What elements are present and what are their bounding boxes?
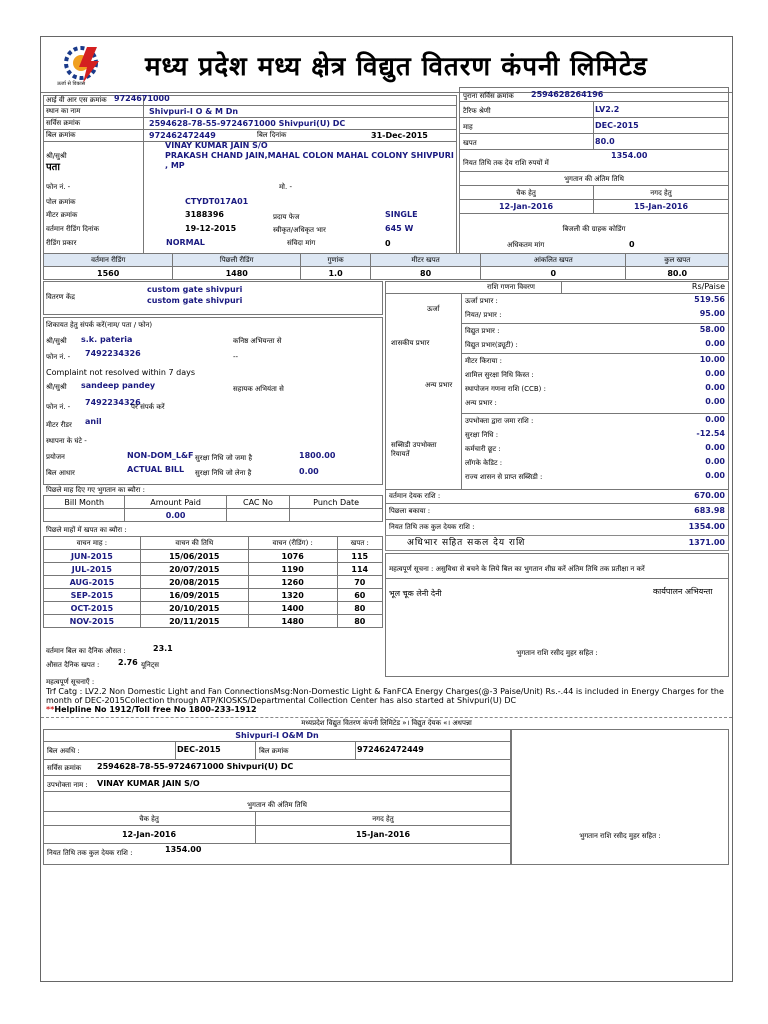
- charge-item-value: -12.54: [696, 429, 725, 438]
- history-cell: 114: [337, 563, 382, 576]
- charge-item-label: ऊर्जा प्रभार :: [465, 297, 498, 305]
- phone1-value: 7492234326: [85, 349, 141, 358]
- history-cell: NOV-2015: [44, 615, 141, 628]
- daily-unit: यूनिट्स: [141, 661, 160, 669]
- history-cell: 16/09/2015: [140, 589, 248, 602]
- complaint-note: Complaint not resolved within 7 days: [46, 368, 196, 377]
- charge-item-label: उपभोक्ता द्वारा जमा राशि :: [465, 417, 534, 425]
- counterfoil-bill: 972462472449: [357, 745, 424, 754]
- history-cell: 80: [337, 602, 382, 615]
- helpline: [46, 705, 257, 715]
- phone2-label: फोन नं. -: [46, 403, 71, 411]
- location-label: स्थान का नाम: [46, 107, 81, 115]
- bill-no-value: 972462472449: [149, 131, 216, 140]
- reading-header: कुल खपत: [626, 254, 729, 267]
- payment-cell: 0.00: [125, 509, 226, 522]
- ivrs-value: 9724671000: [114, 94, 170, 103]
- contract-value: 0: [385, 239, 391, 248]
- meter-no-value: 3188396: [185, 210, 224, 219]
- charge-item-label: नियत/ प्रभार :: [465, 311, 502, 319]
- complaint-label: शिकायत हेतु संपर्क करें(नाम/ पता / फोन): [46, 321, 153, 329]
- pole-label: पोल क्रमांक: [46, 198, 76, 206]
- current-label: वर्तमान देयक राशि :: [389, 492, 441, 500]
- bill-no-label: बिल क्रमांक: [46, 131, 76, 139]
- units-label: खपत: [463, 139, 477, 147]
- reading-cell: 1480: [173, 267, 301, 280]
- supply-value: SINGLE: [385, 210, 418, 219]
- subsidy-group-label: सब्सिडी उपभोक्ता रियायतें: [391, 441, 437, 458]
- cheque-label: चैक हेतु: [516, 189, 536, 197]
- history-cell: 115: [337, 550, 382, 563]
- counterfoil-cash-label: नगद हेतु: [372, 815, 394, 823]
- history-cell: 70: [337, 576, 382, 589]
- charge-item-label: सुरक्षा निधि :: [465, 431, 499, 439]
- sd-due-value: 0.00: [299, 467, 319, 476]
- reading-type-label: रीडिंग प्रकार: [46, 239, 77, 247]
- company-logo: [57, 43, 115, 89]
- helpline-prefix: **: [46, 705, 55, 714]
- month-label: माह: [463, 123, 473, 131]
- counterfoil-consumer-label: उपभोक्ता नाम :: [47, 781, 88, 789]
- charge-item-label: अन्य प्रभार :: [465, 399, 497, 407]
- counterfoil-last-date-label: भुगतान की अंतिम तिथि: [247, 801, 307, 809]
- payment-header: Amount Paid: [125, 496, 226, 509]
- sd-due-label: सुरक्षा निधि जो लेना है: [195, 469, 252, 477]
- phone-label: फोन नं. -: [46, 183, 71, 191]
- cash-date-value: 15-Jan-2016: [633, 202, 689, 211]
- history-header: वाचन की तिथि: [140, 537, 248, 550]
- messages-label: महत्वपूर्ण सूचनाएँ :: [46, 678, 95, 686]
- charge-item-label: राज्य शासन से प्राप्त सब्सिडी :: [465, 473, 543, 481]
- tariff-label: टैरिफ श्रेणी: [463, 107, 491, 115]
- history-header: वाचन (रीडिंग) :: [248, 537, 337, 550]
- history-cell: 20/08/2015: [140, 576, 248, 589]
- reading-header: मीटर खपत: [371, 254, 481, 267]
- last-date-label: भुगतान की अंतिम तिथि: [564, 175, 624, 183]
- charge-item-label: लॉगके केडिट :: [465, 459, 503, 467]
- history-cell: 1320: [248, 589, 337, 602]
- history-cell: AUG-2015: [44, 576, 141, 589]
- phone1-label: फोन नं. -: [46, 353, 71, 361]
- payment-table: [43, 495, 383, 522]
- charge-item-label: स्थापोजन गणना राशि (CCB) :: [465, 385, 546, 393]
- charge-item-label: विद्युत प्रभार(ड्यूटी) :: [465, 341, 518, 349]
- old-service-value: 2594628264196: [531, 90, 604, 99]
- counterfoil-cheque-label: चैक हेतु: [139, 815, 159, 823]
- receipt-label: भुगतान राशि रसीद मुहर सहित :: [516, 649, 598, 657]
- payment-header: CAC No: [226, 496, 290, 509]
- officer-label: कार्यपालन अभियन्ता: [653, 587, 713, 596]
- reading-cell: 0: [481, 267, 626, 280]
- units-value: 80.0: [595, 137, 615, 146]
- meter-no-label: मीटर क्रमांक: [46, 211, 78, 219]
- charge-item-value: 519.56: [694, 295, 725, 304]
- counterfoil-receipt-box: [511, 729, 729, 865]
- company-title: मध्य प्रदेश मध्य क्षेत्र विद्युत वितरण कंपनी लिमिटेड: [145, 52, 648, 82]
- history-header: खपत :: [337, 537, 382, 550]
- history-cell: 1480: [248, 615, 337, 628]
- charge-item-value: 58.00: [699, 325, 725, 334]
- energy-group-label: ऊर्जा: [427, 305, 440, 313]
- history-cell: 1400: [248, 602, 337, 615]
- month-value: DEC-2015: [595, 121, 639, 130]
- current-value: 670.00: [694, 491, 725, 500]
- history-cell: 20/10/2015: [140, 602, 248, 615]
- helpline-text: Helpline No 1912/Toll free No 1800-233-1912: [54, 705, 257, 714]
- charge-item-value: 0.00: [705, 369, 725, 378]
- supply-label: प्रदाय फेज: [273, 213, 300, 221]
- contact1-name-label: श्री/सुश्री: [46, 337, 67, 345]
- history-cell: 15/06/2015: [140, 550, 248, 563]
- service-label: सर्विस क्रमांक: [46, 119, 81, 127]
- history-table: [43, 536, 383, 628]
- purpose-label: प्रयोजन: [46, 453, 65, 461]
- charge-item-value: 0.00: [705, 383, 725, 392]
- due-amount-value: 1354.00: [611, 151, 648, 160]
- payment-cell: [226, 509, 290, 522]
- pole-value: CTYDT017A01: [185, 197, 249, 206]
- reading-cell: 80: [371, 267, 481, 280]
- load-value: 645 W: [385, 224, 414, 233]
- rs-paise-label: Rs/Paise: [691, 282, 725, 291]
- last-payment-label: पिछले माह दिए गए भुगतान का ब्यौरा :: [46, 486, 145, 494]
- payment-header: Punch Date: [290, 496, 383, 509]
- reading-header: गुणांक: [301, 254, 371, 267]
- reading-cell: 80.0: [626, 267, 729, 280]
- ivrs-label: आई वी आर एस क्रमांक: [46, 96, 107, 104]
- history-cell: JUN-2015: [44, 550, 141, 563]
- name-label: श्री/सुश्री: [46, 152, 67, 160]
- sd-label: सुरक्षा निधि जो जमा है: [195, 454, 253, 462]
- reading-header: वर्तमान रीडिंग: [44, 254, 173, 267]
- contact1-name: s.k. pateria: [81, 335, 133, 344]
- counterfoil-month: DEC-2015: [177, 745, 221, 754]
- charge-item-value: 0.00: [705, 415, 725, 424]
- mobile-label: मो. -: [279, 183, 292, 191]
- address-value: PRAKASH CHAND JAIN,MAHAL COLON MAHAL COLONY SHIVPURI , MP: [165, 151, 454, 170]
- daily-label: औसत दैनिक खपत :: [46, 661, 100, 669]
- counterfoil-due-label: नियत तिथि तक कुल देयक राशि :: [47, 849, 133, 857]
- charge-item-value: 0.00: [705, 457, 725, 466]
- charge-item-value: 0.00: [705, 443, 725, 452]
- charge-item-label: विद्युत प्रभार :: [465, 327, 500, 335]
- contract-label: संविदा मांग: [287, 239, 316, 247]
- counterfoil-dn: Shivpuri-I O&M Dn: [235, 731, 319, 740]
- history-label: पिछले माहों में खपत का ब्यौरा :: [46, 526, 127, 534]
- counterfoil-receipt: भुगतान राशि रसीद मुहर सहित :: [579, 832, 661, 840]
- history-header: वाचन माह :: [44, 537, 141, 550]
- messages-text: Trf Catg : LV2.2 Non Domestic Light and Fan ConnectionsMsg:Non-Domestic Light & FanFCA Energy Charges(@-3 Paise/Unit) Rs.-.44 is included in Energy Charges for the month of DEC-2015Collection through ATP/KIOSKS/Departmental Collection Center has also started at Shivpuri(U) DC: [46, 687, 724, 705]
- charge-item-value: 95.00: [699, 309, 725, 318]
- due-value: 1354.00: [688, 522, 725, 531]
- avg-label: वर्तमान बिल का दैनिक औसत :: [46, 647, 126, 655]
- history-cell: 1190: [248, 563, 337, 576]
- old-service-label: पुराना सर्विस क्रमांक: [463, 92, 514, 100]
- load-label: स्वीकृत/अधिकृत भार: [273, 226, 326, 234]
- arrear-value: 683.98: [694, 506, 725, 515]
- daily-value: 2.76: [118, 658, 138, 667]
- dc-label: वितरण केंद्र: [46, 293, 75, 301]
- cheque-date-value: 12-Jan-2016: [498, 202, 554, 211]
- reading-cell: 1.0: [301, 267, 371, 280]
- contact2-name: sandeep pandey: [81, 381, 156, 390]
- meter-reader-label: मीटर रीडर: [46, 421, 72, 429]
- logo-tagline: ऊर्जा से विकास: [57, 81, 86, 87]
- address-label: पता: [46, 162, 60, 173]
- basis-value: ACTUAL BILL: [127, 465, 185, 474]
- errors-notice: भूल चूक लेनी देनी: [389, 589, 442, 598]
- due-amount-label: नियत तिथि तक देय राशि रुपयों में: [463, 159, 549, 167]
- history-cell: 60: [337, 589, 382, 602]
- avg-value: 23.1: [153, 644, 173, 653]
- reading-date-value: 19-12-2015: [185, 224, 237, 233]
- surcharge-label: अधिभार सहित सकल देय राशि: [407, 538, 526, 548]
- history-cell: 1260: [248, 576, 337, 589]
- reading-header: आंकलित खपत: [481, 254, 626, 267]
- charge-item-label: कर्मचारी छूट :: [465, 445, 501, 453]
- meter-reader-value: anil: [85, 417, 102, 426]
- counterfoil-service-label: सर्विस क्रमांक: [47, 764, 82, 772]
- charge-item-label: मीटर किराया :: [465, 357, 502, 365]
- charge-item-value: 0.00: [705, 397, 725, 406]
- phone1-extra: --: [233, 353, 239, 361]
- counterfoil-bill-label: बिल क्रमांक: [259, 747, 289, 755]
- reading-date-label: वर्तमान रीडिंग दिनांक: [46, 225, 99, 233]
- counterfoil-service: 2594628-78-55-9724671000 Shivpuri(U) DC: [97, 762, 294, 771]
- important-notice: महत्वपूर्ण सूचना : असुविधा से बचने के लिये बिल का भुगतान शीघ्र करें अंतिम तिथि तक प्रतीक्षा न करें: [389, 565, 645, 573]
- sd-value: 1800.00: [299, 451, 336, 460]
- reading-type-value: NORMAL: [166, 238, 205, 247]
- charges-header: राशि गणना विवरण: [487, 283, 535, 291]
- history-cell: OCT-2015: [44, 602, 141, 615]
- history-cell: SEP-2015: [44, 589, 141, 602]
- je-label: कनिष्ठ अभियन्ता से: [233, 337, 282, 345]
- history-cell: JUL-2015: [44, 563, 141, 576]
- bill-date-label: बिल दिनांक: [257, 131, 287, 139]
- ae-label: सहायक अभियंता से: [233, 385, 284, 393]
- reading-cell: 1560: [44, 267, 173, 280]
- max-demand-value: 0: [629, 240, 635, 249]
- history-cell: 1076: [248, 550, 337, 563]
- payment-cell: [290, 509, 383, 522]
- dc-line2: custom gate shivpuri: [147, 296, 243, 305]
- history-cell: 20/07/2015: [140, 563, 248, 576]
- counterfoil-due: 1354.00: [165, 845, 202, 854]
- charge-item-label: शामिल सुरक्षा निधि किस्त :: [465, 371, 534, 379]
- counterfoil-cash-date: 15-Jan-2016: [355, 830, 411, 839]
- charge-item-value: 0.00: [705, 339, 725, 348]
- arrear-label: पिछला बकाया :: [389, 507, 431, 515]
- tariff-value: LV2.2: [595, 105, 620, 114]
- due-label: नियत तिथि तक कुल देयक राशि :: [389, 523, 475, 531]
- location-value: Shivpuri-I O & M Dn: [149, 107, 239, 116]
- reading-table: [43, 253, 729, 280]
- phone2-value: 7492234326: [85, 398, 141, 407]
- counterfoil-header: मध्यप्रदेश विद्युत वितरण कंपनी लिमिटेड »। विद्युत देयक «। अधपन्ना: [301, 719, 472, 727]
- max-demand-label: अधिकतम मांग: [507, 241, 545, 249]
- history-cell: 80: [337, 615, 382, 628]
- govt-group-label: शासकीय प्रभार: [391, 339, 430, 347]
- counterfoil-consumer: VINAY KUMAR JAIN S/O: [97, 779, 200, 788]
- reason-label: स्थापना के घंटे -: [46, 437, 87, 445]
- charges-box: [385, 281, 729, 541]
- reading-header: पिछली रीडिंग: [173, 254, 301, 267]
- charge-item-value: 0.00: [705, 471, 725, 480]
- purpose-value: NON-DOM_L&F: [127, 451, 194, 460]
- bill-date-value: 31-Dec-2015: [371, 131, 428, 140]
- service-value: 2594628-78-55-9724671000 Shivpuri(U) DC: [149, 119, 346, 128]
- charge-item-value: 10.00: [699, 355, 725, 364]
- dc-line1: custom gate shivpuri: [147, 285, 243, 294]
- basis-label: बिल आधार: [46, 469, 75, 477]
- contact2-name-label: श्री/सुश्री: [46, 383, 67, 391]
- other-group-label: अन्य प्रभार: [425, 381, 453, 389]
- counterfoil-cheque-date: 12-Jan-2016: [121, 830, 177, 839]
- electricity-bill: [40, 36, 733, 982]
- payment-cell: [44, 509, 125, 522]
- payment-header: Bill Month: [44, 496, 125, 509]
- power-factor-label: बिजली की ग्राहक कोडिंग: [562, 225, 626, 233]
- counterfoil-month-label: बिल अवधि :: [47, 747, 80, 755]
- name-value: VINAY KUMAR JAIN S/O: [165, 141, 268, 150]
- cash-label: नगद हेतु: [650, 189, 672, 197]
- surcharge-value: 1371.00: [688, 538, 725, 547]
- history-cell: 20/11/2015: [140, 615, 248, 628]
- phone2-extra: पर संपर्क करें: [131, 403, 165, 411]
